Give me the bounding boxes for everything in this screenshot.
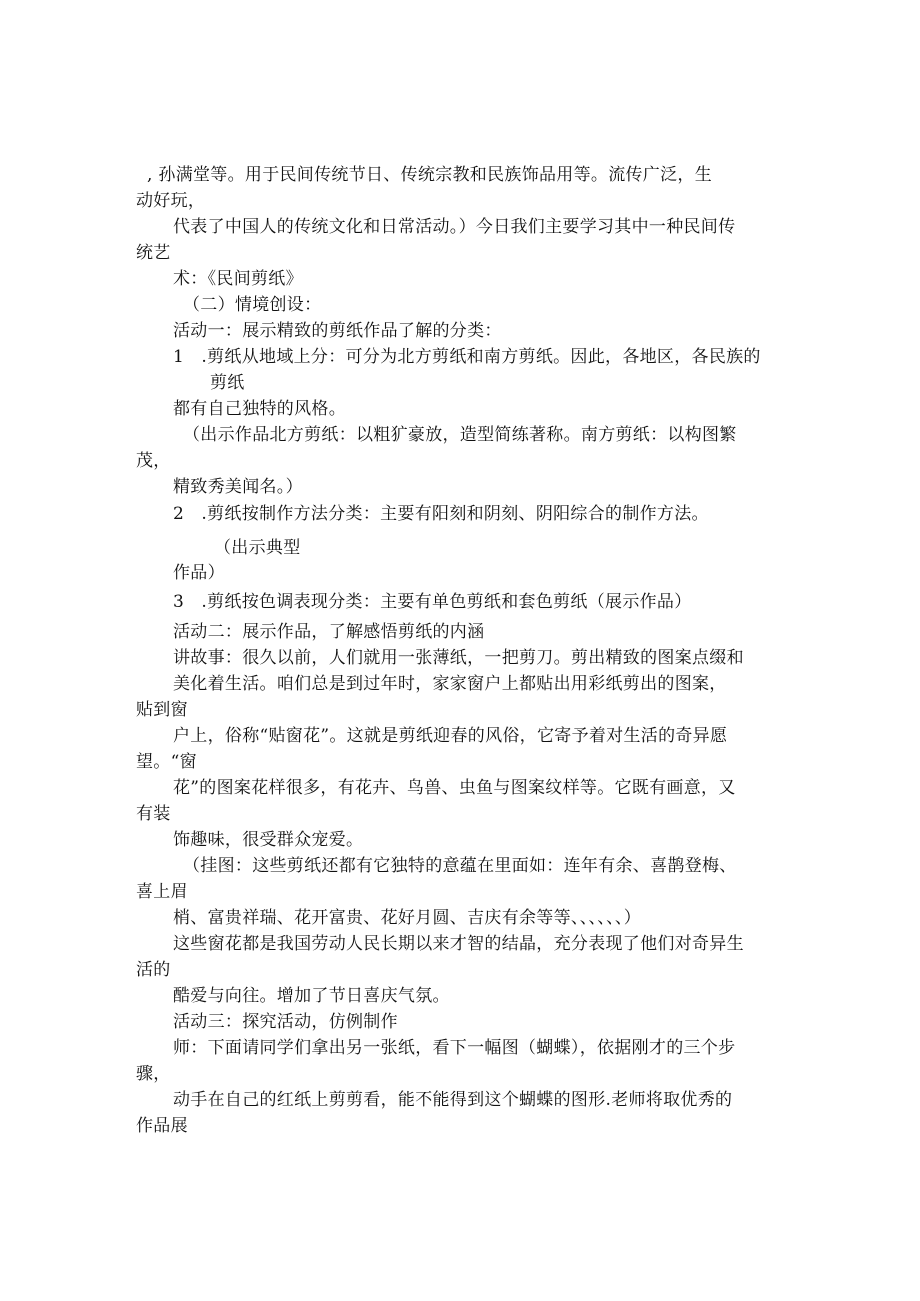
text-line: 都有自己独特的风格。 [173,399,346,419]
text-line: 花”的图案花样很多，有花卉、鸟兽、虫鱼与图案纹样等。它既有画意，又 [173,778,736,798]
text-line: , 孙满堂等。用于民间传统节日、传统宗教和民族饰品用等。流传广泛，生 [147,165,713,185]
text-line: 酷爱与向往。增加了节日喜庆气氛。 [173,986,450,1006]
text-line: 动手在自己的红纸上剪剪看，能不能得到这个蝴蝶的图形.老师将取优秀的 [173,1090,733,1110]
text-line: （出示典型 [214,538,301,558]
text-line: 师：下面请同学们拿出另一张纸，看下一幅图（蝴蝶），依据刚才的三个步 [173,1038,736,1058]
text-line: 活动三：探究活动，仿例制作 [173,1012,398,1032]
text-line: 贴到窗 [136,700,188,720]
text-line: 作品） [173,563,225,583]
text-line: （出示作品北方剪纸：以粗犷豪放，造型简练著称。南方剪纸：以构图繁 [183,425,737,445]
text-line: 术：《民间剪纸》 [173,269,303,289]
text-line: （挂图：这些剪纸还都有它独特的意蕴在里面如：连年有余、喜鹊登梅、 [183,856,737,876]
text-line: 动好玩， [136,191,206,211]
text-line: 茂， [136,451,171,471]
list-item: 3 .剪纸按色调表现分类：主要有单色剪纸和套色剪纸（展示作品） [173,592,692,612]
text-line: 有装 [136,804,171,824]
text-line: 活动一：展示精致的剪纸作品了解的分类： [173,321,502,341]
text-line: 统艺 [136,243,171,263]
text-line: 活动二：展示作品，了解感悟剪纸的内涵 [173,622,485,642]
list-item: 1 .剪纸从地域上分：可分为北方剪纸和南方剪纸。因此，各地区，各民族的 [173,347,761,367]
section-heading: （二）情境创设： [183,295,322,315]
text-line: 讲故事：很久以前，人们就用一张薄纸，一把剪刀。剪出精致的图案点缀和 [173,648,744,668]
text-line: 美化着生活。咱们总是到过年时，家家窗户上都贴出用彩纸剪出的图案， [173,674,727,694]
text-line: 骤， [136,1064,171,1084]
text-line: 饰趣味，很受群众宠爱。 [173,830,364,850]
list-item: 2 .剪纸按制作方法分类：主要有阳刻和阴刻、阴阳综合的制作方法。 [173,504,709,524]
text-line: 作品展 [136,1116,188,1136]
text-line: 精致秀美闻名。） [173,477,303,497]
text-line: 这些窗花都是我国劳动人民长期以来才智的结晶，充分表现了他们对奇异生 [173,934,744,954]
text-line: 代表了中国人的传统文化和日常活动。）今日我们主要学习其中一种民间传 [173,217,736,237]
text-line: 户上，俗称“贴窗花”。这就是剪纸迎春的风俗，它寄予着对生活的奇异愿 [173,726,728,746]
text-line: 望。“窗 [136,752,197,772]
text-line: 喜上眉 [136,882,188,902]
text-line: 剪纸 [210,373,245,393]
text-line: 活的 [136,960,171,980]
text-line: 梢、富贵祥瑞、花开富贵、花好月圆、吉庆有余等等、、、、、、） [173,908,641,928]
